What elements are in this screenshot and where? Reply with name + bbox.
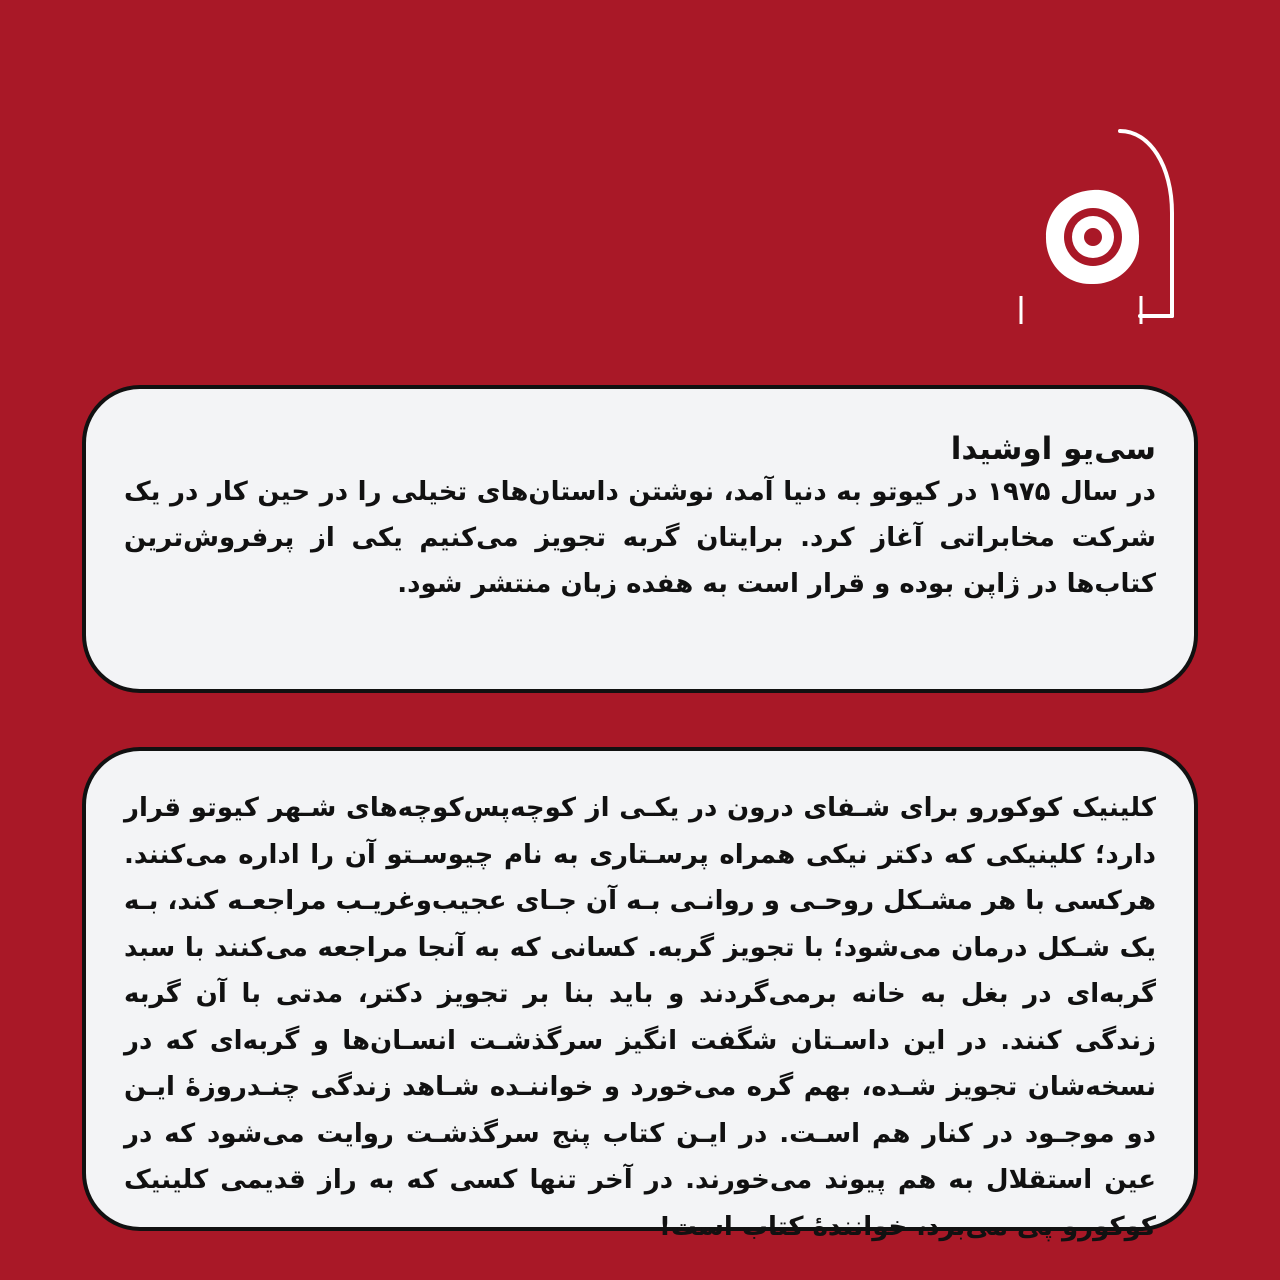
author-bio: در سال ۱۹۷۵ در کیوتو به دنیا آمد، نوشتن داستان‌های تخیلی را در حین کار در یک شرکت مخابراتی آغاز کرد. برایتان گربه تجویز می‌کنیم یکی از پرفروش‌ترین کتاب‌ها در ژاپن بوده و قرار است به هفده زبان منتشر شود. — [124, 477, 1156, 599]
book-description-card — [82, 747, 1198, 1242]
author-name: سی‌یو اوشیدا — [950, 431, 1156, 467]
publisher-logo — [1000, 118, 1190, 338]
author-bio-card — [82, 385, 1198, 693]
book-description: کلینیک کوکورو برای شـفای درون در یکـی از کوچه‌پس‌کوچه‌های شـهر کیوتو قرار دارد؛ کلینیکی که دکتر نیکی همراه پرسـتاری به نام چیوسـتو آن را اداره می‌کنند. هرکسی با هر مشـکل روحـی و روانـی بـه آن جـای عجیب‌وغریـب مراجعـه کند، بـه یک شـکل درمان می‌شود؛ با تجویز گربه. کسانی که به آنجا مراجعه می‌کنند با سبد گربه‌ای در بغل به خانه برمی‌گردند و باید بنا بر تجویز دکتر، مدتی با آن گربه زندگی کنند. در این داسـتان شگفت انگیز سرگذشـت انسـان‌ها و گربه‌ای که در نسخه‌شان تجویز شـده، بهم گره می‌خورد و خواننـده شـاهد زندگی چنـدروزهٔ ایـن دو موجـود در کنار هم اسـت. در ایـن کتاب پنج سرگذشـت روایت می‌شود که در عین استقلال به هم پیوند می‌خورند. در آخر تنها کسی که به راز قدیمی کلینیک کوکورو پی می‌برد، خوانندهٔ کتاب است! — [124, 793, 1156, 1242]
publisher-logo-icon — [1000, 118, 1190, 338]
